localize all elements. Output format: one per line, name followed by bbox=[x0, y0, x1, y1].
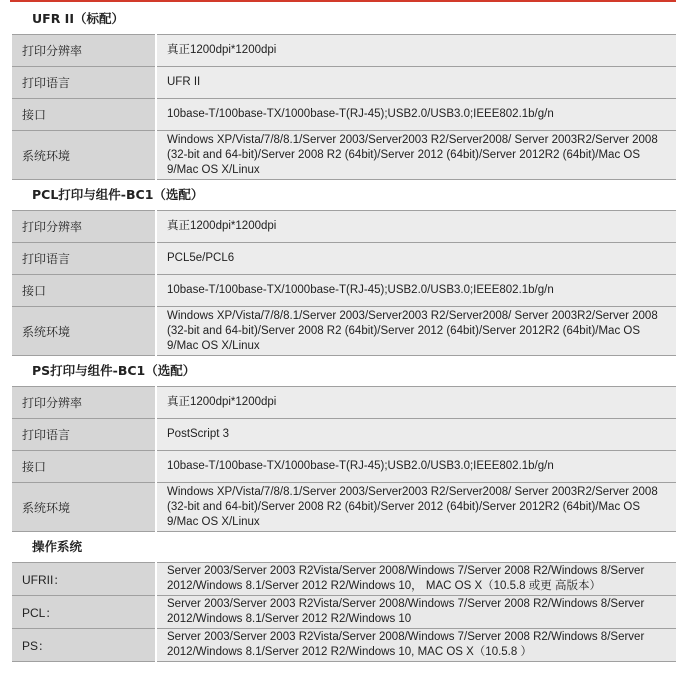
table-row bbox=[12, 451, 676, 483]
spec-sheet bbox=[12, 4, 676, 662]
row-value: 10base-T/100base-TX/1000base-T(RJ-45);USB2.0/USB3.0;IEEE802.1b/g/n bbox=[156, 275, 676, 307]
section-title-pcl: PCL打印与组件-BC1（选配） bbox=[32, 187, 204, 202]
row-label: 打印语言 bbox=[12, 243, 156, 275]
section-title-ps: PS打印与组件-BC1（选配） bbox=[32, 363, 196, 378]
row-label: 接口 bbox=[12, 451, 156, 483]
spec-table-ps bbox=[12, 386, 676, 532]
os-table bbox=[12, 562, 676, 662]
table-row bbox=[12, 99, 676, 131]
table-row bbox=[12, 596, 676, 629]
spec-table-pcl bbox=[12, 210, 676, 356]
row-value: Windows XP/Vista/7/8/8.1/Server 2003/Server2003 R2/Server2008/ Server 2003R2/Server 2008 (32-bit and 64-bit)/Server 2008 R2 (64bit)/Server 2012 (64bit)/Server 2012R2 (64bit)/Mac OS 9/Mac OS X/Linux bbox=[156, 307, 676, 356]
row-label: PCL： bbox=[12, 596, 156, 629]
table-row bbox=[12, 483, 676, 532]
row-label: 系统环境 bbox=[12, 131, 156, 180]
table-row bbox=[12, 131, 676, 180]
row-label: 系统环境 bbox=[12, 483, 156, 532]
table-row bbox=[12, 67, 676, 99]
row-label: 打印分辨率 bbox=[12, 211, 156, 243]
table-row bbox=[12, 275, 676, 307]
row-label: 系统环境 bbox=[12, 307, 156, 356]
row-label: 打印语言 bbox=[12, 67, 156, 99]
table-row bbox=[12, 307, 676, 356]
table-row bbox=[12, 387, 676, 419]
row-value: PCL5e/PCL6 bbox=[156, 243, 676, 275]
row-value: Server 2003/Server 2003 R2Vista/Server 2008/Windows 7/Server 2008 R2/Windows 8/Server 2012/Windows 8.1/Server 2012 R2/Windows 10 bbox=[156, 596, 676, 629]
table-row bbox=[12, 35, 676, 67]
row-label: UFRII： bbox=[12, 563, 156, 596]
table-row bbox=[12, 629, 676, 662]
row-label: PS： bbox=[12, 629, 156, 662]
row-value: 10base-T/100base-TX/1000base-T(RJ-45);USB2.0/USB3.0;IEEE802.1b/g/n bbox=[156, 99, 676, 131]
table-row bbox=[12, 211, 676, 243]
row-value: 真正1200dpi*1200dpi bbox=[156, 211, 676, 243]
row-value: 真正1200dpi*1200dpi bbox=[156, 35, 676, 67]
row-label: 接口 bbox=[12, 99, 156, 131]
top-rule bbox=[10, 0, 676, 2]
row-value: Windows XP/Vista/7/8/8.1/Server 2003/Server2003 R2/Server2008/ Server 2003R2/Server 2008 (32-bit and 64-bit)/Server 2008 R2 (64bit)/Server 2012 (64bit)/Server 2012R2 (64bit)/Mac OS 9/Mac OS X/Linux bbox=[156, 131, 676, 180]
row-value: UFR II bbox=[156, 67, 676, 99]
table-row bbox=[12, 243, 676, 275]
row-value: PostScript 3 bbox=[156, 419, 676, 451]
row-label: 打印分辨率 bbox=[12, 387, 156, 419]
section-title-os: 操作系统 bbox=[32, 539, 83, 554]
row-value: Server 2003/Server 2003 R2Vista/Server 2008/Windows 7/Server 2008 R2/Windows 8/Server 2012/Windows 8.1/Server 2012 R2/Windows 10， MAC OS X（10.5.8 或更 高版本） bbox=[156, 563, 676, 596]
row-value: 10base-T/100base-TX/1000base-T(RJ-45);USB2.0/USB3.0;IEEE802.1b/g/n bbox=[156, 451, 676, 483]
section-title-ufr: UFR II（标配） bbox=[32, 11, 124, 26]
row-value: Server 2003/Server 2003 R2Vista/Server 2008/Windows 7/Server 2008 R2/Windows 8/Server 2012/Windows 8.1/Server 2012 R2/Windows 10, MAC OS X（10.5.8 ） bbox=[156, 629, 676, 662]
row-label: 接口 bbox=[12, 275, 156, 307]
row-label: 打印分辨率 bbox=[12, 35, 156, 67]
table-row bbox=[12, 563, 676, 596]
table-row bbox=[12, 419, 676, 451]
row-value: Windows XP/Vista/7/8/8.1/Server 2003/Server2003 R2/Server2008/ Server 2003R2/Server 2008 (32-bit and 64-bit)/Server 2008 R2 (64bit)/Server 2012 (64bit)/Server 2012R2 (64bit)/Mac OS 9/Mac OS X/Linux bbox=[156, 483, 676, 532]
spec-table-ufr bbox=[12, 34, 676, 180]
row-label: 打印语言 bbox=[12, 419, 156, 451]
row-value: 真正1200dpi*1200dpi bbox=[156, 387, 676, 419]
